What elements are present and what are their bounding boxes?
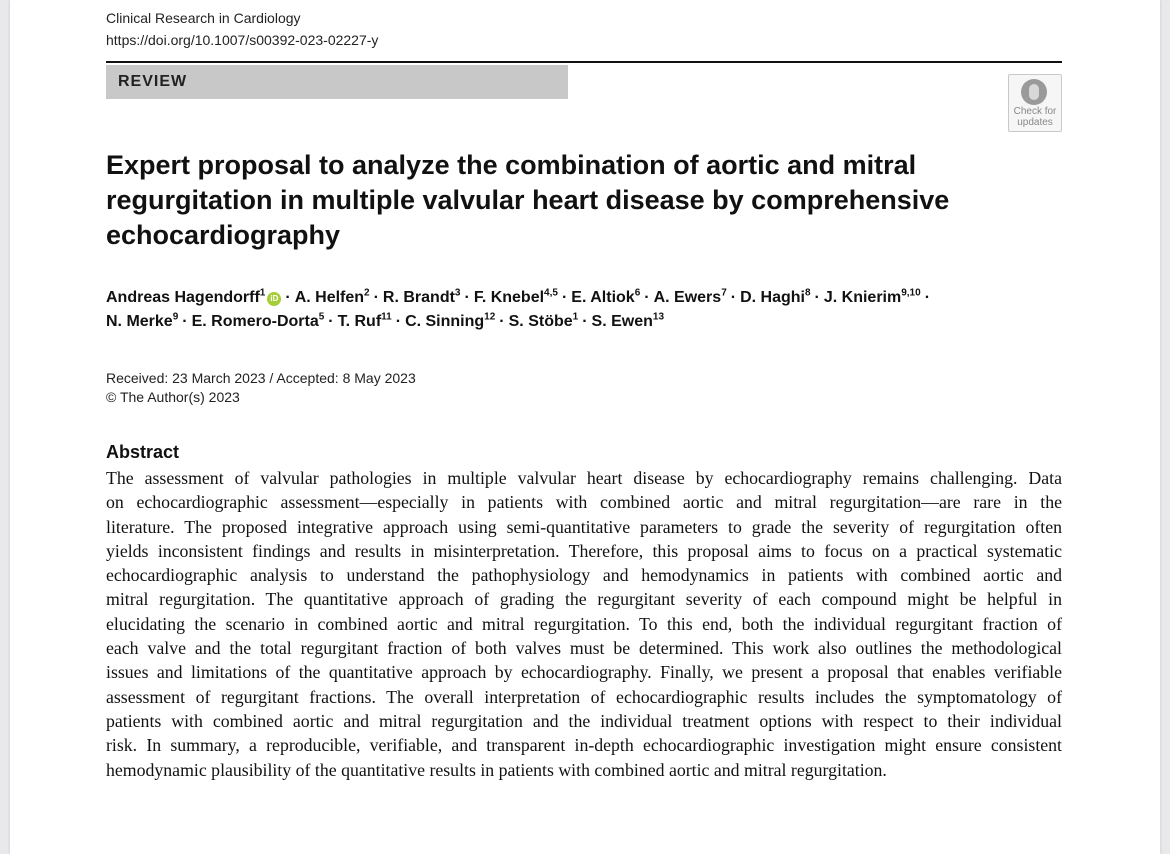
orcid-icon[interactable]: iD <box>267 292 281 306</box>
affiliation-superscript: 11 <box>381 311 392 323</box>
author-separator: · <box>499 313 505 330</box>
affiliation-superscript: 4,5 <box>544 287 558 299</box>
affiliation-superscript: 6 <box>634 287 641 299</box>
author-name[interactable]: S. Stöbe$^1$ <box>508 311 579 330</box>
author-name[interactable]: E. Altiok$^6$ <box>571 287 641 306</box>
author-separator: · <box>328 313 334 330</box>
check-for-updates-icon <box>1021 79 1047 105</box>
affiliation-superscript: 7 <box>721 287 727 299</box>
author-name[interactable]: J. Knierim$^{9,10}$ <box>823 287 921 306</box>
author-separator: · <box>924 289 931 306</box>
abstract-line: mitral regurgitation. The quantitative approach of grading the regurgitant severity of each compound might be helpful in <box>106 589 1062 610</box>
abstract-line: The assessment of valvular pathologies in multiple valvular heart disease by echocardiography remains challenging. Data <box>106 468 1062 488</box>
affiliation-superscript: 8 <box>804 287 811 299</box>
abstract-line: risk. In summary, a reproducible, verifiable, and transparent in-depth echocardiographic investigation might ensure consistent <box>106 735 1062 756</box>
author-separator: · <box>285 289 291 306</box>
author-separator: · <box>395 313 402 330</box>
abstract-line: hemodynamic plausibility of the quantitative results in patients with combined aortic and mitral regurgitation. <box>106 759 887 780</box>
author-line <box>106 310 1046 334</box>
author-name[interactable]: A. Helfen$^2$ <box>294 287 370 306</box>
author-name[interactable]: C. Sinning$^{12}$ <box>405 311 496 330</box>
abstract-body <box>106 466 1062 782</box>
affiliation-superscript: 1 <box>572 311 579 323</box>
journal-name: Clinical Research in Cardiology <box>106 10 301 26</box>
abstract-line: issues and limitations of the quantitative approach by echocardiography. Finally, we present a proposal that enables verifiable <box>106 662 1062 683</box>
abstract-line: on echocardiographic assessment—especially in patients with combined aortic and mitral regurgitation—are rare in the <box>106 492 1062 513</box>
article-type-band <box>106 65 568 99</box>
check-for-updates-badge[interactable] <box>1008 74 1062 132</box>
author-separator: · <box>582 313 588 330</box>
affiliation-superscript: 2 <box>364 287 370 299</box>
abstract-line: each valve and the total regurgitant fraction of both valves must be determined. This work also outlines the methodological <box>106 638 1062 659</box>
abstract-line: literature. The proposed integrative approach using semi-quantitative parameters to grade the severity of regurgitation often <box>106 516 1062 537</box>
author-separator: · <box>373 289 379 306</box>
doi-link[interactable]: https://doi.org/10.1007/s00392-023-02227-y <box>106 32 379 48</box>
title-line: echocardiography <box>106 220 341 250</box>
article-type-label: REVIEW <box>118 73 188 90</box>
author-separator: · <box>464 289 470 306</box>
author-name[interactable]: D. Haghi$^8$ <box>740 287 811 306</box>
affiliation-superscript: 9 <box>172 311 179 323</box>
author-name[interactable]: N. Merke$^9$ <box>106 311 179 330</box>
header-rule <box>106 61 1062 63</box>
affiliation-superscript: 5 <box>318 311 325 323</box>
copyright-notice: © The Author(s) 2023 <box>106 389 240 405</box>
author-list <box>106 286 1046 334</box>
author-separator: · <box>182 313 188 330</box>
abstract-heading: Abstract <box>106 442 180 462</box>
affiliation-superscript: 1 <box>259 287 266 299</box>
title-line: regurgitation in multiple valvular heart disease by comprehensive <box>106 185 950 215</box>
abstract-line: yields inconsistent findings and results in misinterpretation. Therefore, this proposal aims to focus on a practical systematic <box>106 540 1062 561</box>
title-line: Expert proposal to analyze the combination of aortic and mitral <box>106 150 917 180</box>
author-separator: · <box>730 289 737 306</box>
abstract-line: assessment of regurgitant fractions. The overall interpretation of echocardiographic results includes the symptomatology of <box>106 686 1062 707</box>
received-accepted-dates: Received: 23 March 2023 / Accepted: 8 May 2023 <box>106 370 416 386</box>
article-dates <box>106 369 416 407</box>
article-page <box>10 0 1160 854</box>
author-name[interactable]: Andreas Hagendorff$^1$ iD <box>106 289 281 306</box>
author-name[interactable]: A. Ewers$^7$ <box>653 287 727 306</box>
author-separator: · <box>814 289 820 306</box>
affiliation-superscript: 13 <box>652 311 665 323</box>
author-separator: · <box>561 289 568 306</box>
abstract-line: echocardiographic analysis to understand the pathophysiology and hemodynamics in patients with combined aortic and <box>106 565 1062 586</box>
check-for-updates-label: Check for updates <box>1013 106 1057 128</box>
author-name[interactable]: S. Ewen$^{13}$ <box>591 311 665 330</box>
author-line <box>106 286 1046 310</box>
affiliation-superscript: 3 <box>454 287 461 299</box>
author-name[interactable]: T. Ruf$^{11}$ <box>337 311 392 330</box>
author-separator: · <box>644 289 650 306</box>
affiliation-superscript: 9,10 <box>901 287 921 299</box>
affiliation-superscript: 12 <box>484 311 496 323</box>
abstract-line: elucidating the scenario in combined aortic and mitral regurgitation. To this end, both the individual regurgitant fraction of <box>106 613 1062 634</box>
abstract-line: patients with combined aortic and mitral regurgitation and the individual treatment options with respect to their individual <box>106 710 1062 731</box>
author-name[interactable]: F. Knebel$^{4,5}$ <box>473 287 558 306</box>
author-name[interactable]: E. Romero-Dorta$^5$ <box>191 311 325 330</box>
article-title <box>106 148 1006 253</box>
author-name[interactable]: R. Brandt$^3$ <box>382 287 461 306</box>
